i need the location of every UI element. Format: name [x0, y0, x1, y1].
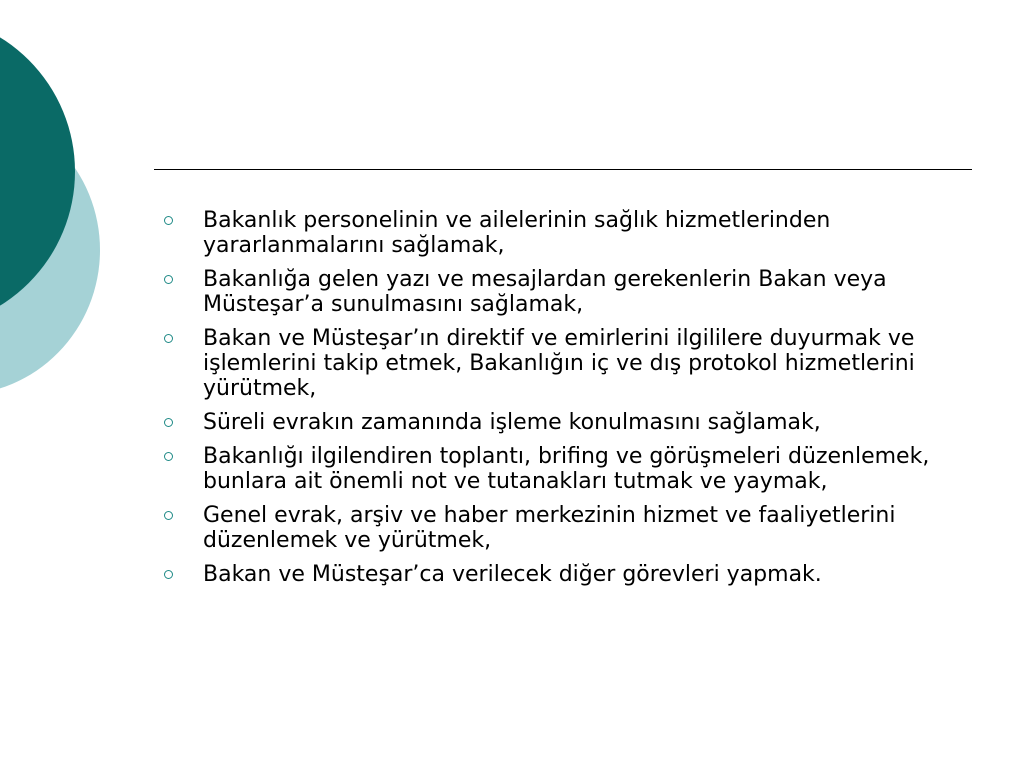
bullet-text: Bakan ve Müsteşar’ca verilecek diğer görevleri yapmak. — [203, 562, 822, 587]
bullet-text: Bakanlık personelinin ve ailelerinin sağlık hizmetlerinden yararlanmalarını sağlamak, — [203, 208, 831, 258]
bullet-text: Genel evrak, arşiv ve haber merkezinin hizmet ve faaliyetlerini düzenlemek ve yürütmek, — [203, 503, 896, 553]
bullet-item — [160, 444, 970, 494]
bullet-circle-icon — [164, 275, 173, 284]
bullet-text: Bakanlığa gelen yazı ve mesajlardan gerekenlerin Bakan veya Müsteşar’a sunulmasını sağlamak, — [203, 267, 887, 317]
bullet-item — [160, 267, 970, 317]
bullet-item — [160, 410, 970, 435]
bullet-item — [160, 326, 970, 401]
bullet-item — [160, 562, 970, 587]
bullet-item — [160, 208, 970, 258]
bullet-text: Bakan ve Müsteşar’ın direktif ve emirlerini ilgililere duyurmak ve işlemlerini takip etmek, Bakanlığın iç ve dış protokol hizmetlerini yürütmek, — [203, 326, 915, 401]
bullet-circle-icon — [164, 216, 173, 225]
bullet-list — [160, 208, 970, 596]
bullet-text: Süreli evrakın zamanında işleme konulmasını sağlamak, — [203, 410, 821, 435]
title-divider — [154, 169, 972, 170]
bullet-circle-icon — [164, 452, 173, 461]
bullet-circle-icon — [164, 418, 173, 427]
bullet-text: Bakanlığı ilgilendiren toplantı, brifing ve görüşmeleri düzenlemek, bunlara ait önemli not ve tutanakları tutmak ve yaymak, — [203, 444, 930, 494]
bullet-circle-icon — [164, 511, 173, 520]
bullet-circle-icon — [164, 334, 173, 343]
bullet-item — [160, 503, 970, 553]
bullet-circle-icon — [164, 570, 173, 579]
